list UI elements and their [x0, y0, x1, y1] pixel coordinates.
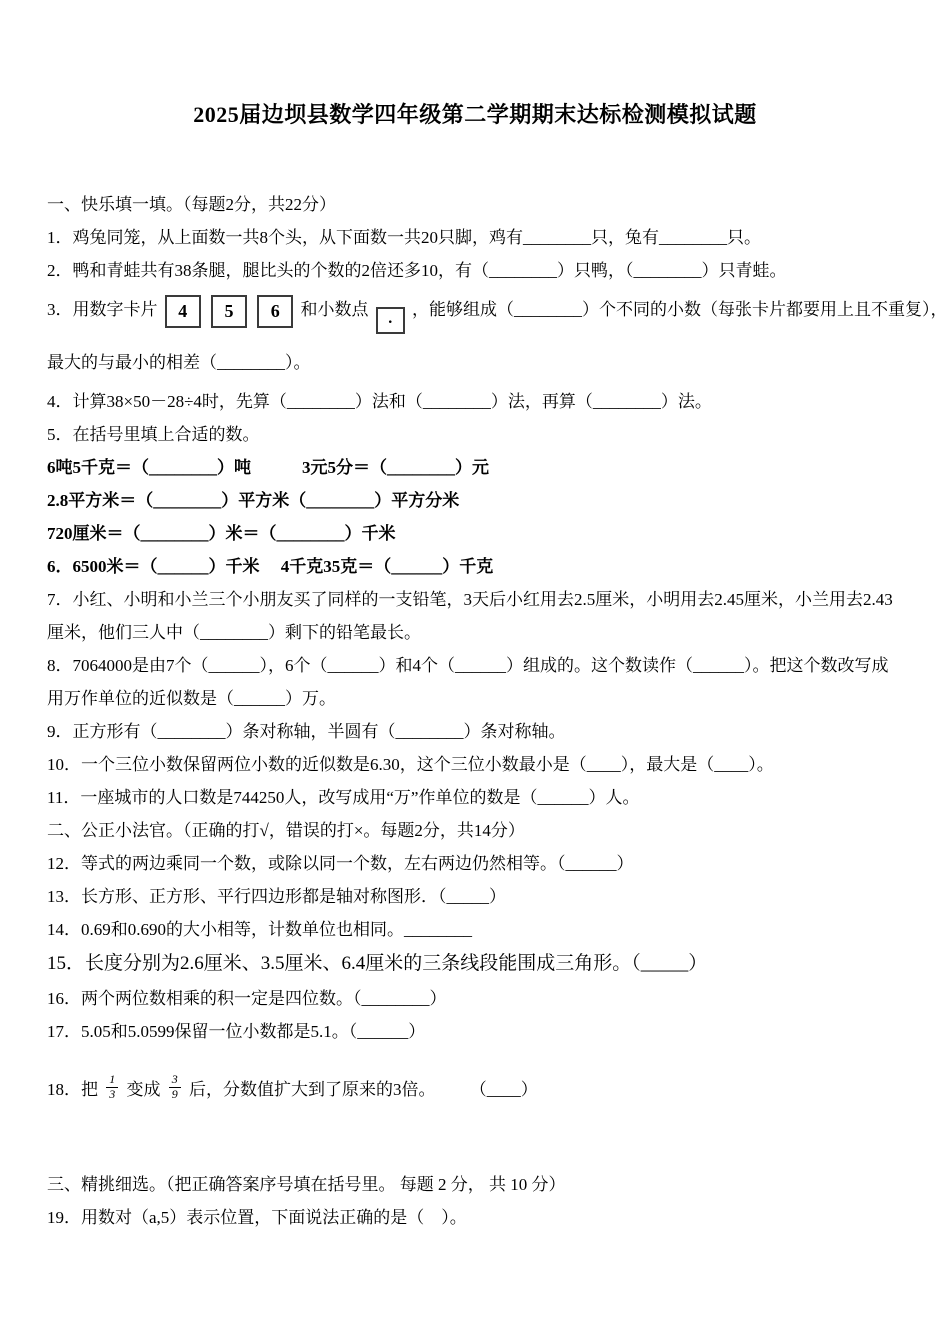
question-2: 2．鸭和青蛙共有38条腿，腿比头的个数的2倍还多10，有（________）只鸭，（________）只青蛙。: [47, 261, 787, 280]
fraction-three-ninths: [169, 1073, 181, 1102]
question-7-line-1: 7．小红、小明和小兰三个小朋友买了同样的一支铅笔，3天后小红用去2.5厘米，小明用去2.45厘米，小兰用去2.43: [47, 590, 893, 609]
question-18: [47, 1064, 903, 1116]
question-6: 6．6500米＝（______）千米 4千克35克＝（______）千克: [47, 557, 494, 576]
fraction-one-third: [106, 1073, 118, 1102]
fraction-numerator: 3: [169, 1073, 181, 1088]
section-3-header: 三、精挑细选。（把正确答案序号填在括号里。 每题 2 分， 共 10 分）: [47, 1175, 566, 1194]
q18-text-prefix: 18．把: [47, 1080, 98, 1099]
digit-card-6: 6: [257, 295, 293, 328]
q3-text-prefix: 3．用数字卡片: [47, 300, 158, 319]
digit-card-5: 5: [211, 295, 247, 328]
question-4: 4．计算38×50－28÷4时，先算（________）法和（________）法，再算（________）法。: [47, 392, 712, 411]
section-2-header: 二、公正小法官。（正确的打√，错误的打×。每题2分，共14分）: [47, 821, 525, 840]
digit-card-4: 4: [165, 295, 201, 328]
question-5-row-b: 2.8平方米＝（________）平方米（________）平方分米: [47, 491, 460, 510]
q3-text-suffix: ，能够组成（________）个不同的小数（每张卡片都要用上且不重复），: [412, 300, 948, 319]
question-1: 1．鸡兔同笼，从上面数一共8个头，从下面数一共20只脚，鸡有________只，兔有________只。: [47, 228, 761, 247]
question-14: 14．0.69和0.690的大小相等，计数单位也相同。________: [47, 920, 472, 939]
question-19: 19．用数对（a,5）表示位置，下面说法正确的是（ ）。: [47, 1208, 467, 1227]
question-8-line-2: 用万作单位的近似数是（______）万。: [47, 689, 336, 708]
question-5-row-a: 6吨5千克＝（________）吨 3元5分＝（________）元: [47, 458, 489, 477]
section-1-header: 一、快乐填一填。（每题2分，共22分）: [47, 195, 336, 214]
question-13: 13．长方形、正方形、平行四边形都是轴对称图形．（_____）: [47, 887, 506, 906]
q18-answer-blank: （____）: [469, 1080, 538, 1099]
question-7-line-2: 厘米，他们三人中（________）剩下的铅笔最长。: [47, 623, 421, 642]
decimal-point-card: .: [376, 307, 405, 334]
question-9: 9．正方形有（________）条对称轴，半圆有（________）条对称轴。: [47, 722, 566, 741]
question-16: 16．两个两位数相乘的积一定是四位数。（________）: [47, 989, 447, 1008]
question-17: 17．5.05和5.0599保留一位小数都是5.1。（______）: [47, 1022, 426, 1041]
question-10: 10．一个三位小数保留两位小数的近似数是6.30，这个三位小数最小是（____），最大是（____）。: [47, 755, 774, 774]
question-3-line-1: [47, 287, 948, 334]
question-3-line-2: 最大的与最小的相差（________）。: [47, 353, 311, 372]
question-8-line-1: 8．7064000是由7个（______），6个（______）和4个（______）组成的。这个数读作（______）。把这个数改写成: [47, 656, 889, 675]
exam-title: 2025届边坝县数学四年级第二学期期末达标检测模拟试题: [193, 102, 757, 127]
question-12: 12．等式的两边乘同一个数，或除以同一个数，左右两边仍然相等。（______）: [47, 854, 634, 873]
question-5-intro: 5．在括号里填上合适的数。: [47, 425, 260, 444]
fraction-denominator: 3: [109, 1086, 116, 1101]
q3-text-middle: 和小数点: [300, 300, 369, 319]
fraction-denominator: 9: [171, 1086, 178, 1101]
question-11: 11．一座城市的人口数是744250人，改写成用“万”作单位的数是（______）人。: [47, 788, 640, 807]
q18-text-suffix: 后，分数值扩大到了原来的3倍。: [189, 1080, 436, 1099]
question-15: 15．长度分别为2.6厘米、3.5厘米、6.4厘米的三条线段能围成三角形。（_____）: [47, 953, 708, 974]
fraction-numerator: 1: [106, 1073, 118, 1088]
q18-text-middle: 变成: [126, 1080, 161, 1099]
question-5-row-c: 720厘米＝（________）米＝（________）千米: [47, 524, 396, 543]
